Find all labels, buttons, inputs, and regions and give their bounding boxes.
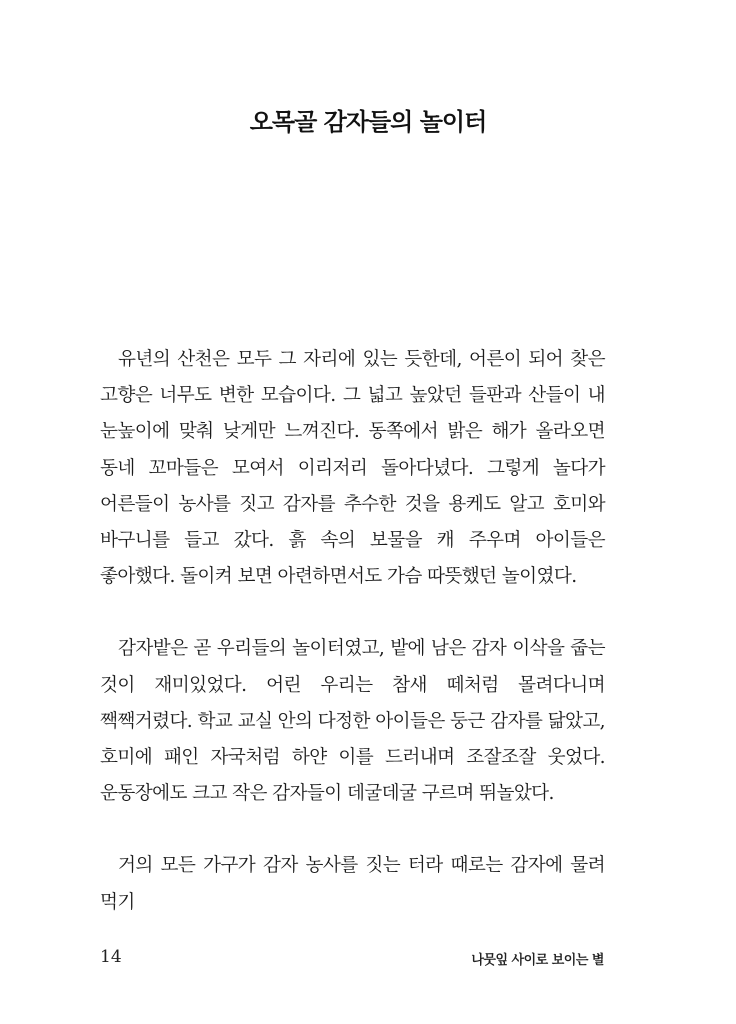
paragraph-1: 유년의 산천은 모두 그 자리에 있는 듯한데, 어른이 되어 찾은 고향은 너무도 변한 모습이다. 그 넓고 높았던 들판과 산들이 내 눈높이에 맞춰 낮게만 느껴진다. 동쪽에서 밝은 해가 올라오면 동네 꼬마들은 모여서 이리저리 돌아다녔다. 그렇게 놀다가 어른들이 농사를 짓고 감자를 추수한 것을 용케도 알고 호미와 바구니를 들고 갔다. 흙 속의 보물을 캐 주우며 아이들은 좋아했다. 돌이켜 보면 아련하면서도 가슴 따뜻했던 놀이였다. xyxy=(100,349,605,588)
body-text xyxy=(100,342,605,921)
page-number: 14 xyxy=(100,947,122,967)
paragraph-2: 감자밭은 곧 우리들의 놀이터였고, 밭에 남은 감자 이삭을 줍는 것이 재미있었다. 어린 우리는 참새 떼처럼 몰려다니며 짹짹거렸다. 학교 교실 안의 다정한 아이들은 둥근 감자를 닮았고, 호미에 패인 자국처럼 하얀 이를 드러내며 조잘조잘 웃었다. 운동장에도 크고 작은 감자들이 데굴데굴 구르며 뛰놀았다. xyxy=(100,638,605,805)
chapter-title: 오목골 감자들의 놀이터 xyxy=(249,108,487,136)
running-book-title: 나뭇잎 사이로 보이는 별 xyxy=(471,953,604,968)
paragraph-3: 거의 모든 가구가 감자 농사를 짓는 터라 때로는 감자에 물려 먹기 xyxy=(100,855,605,913)
